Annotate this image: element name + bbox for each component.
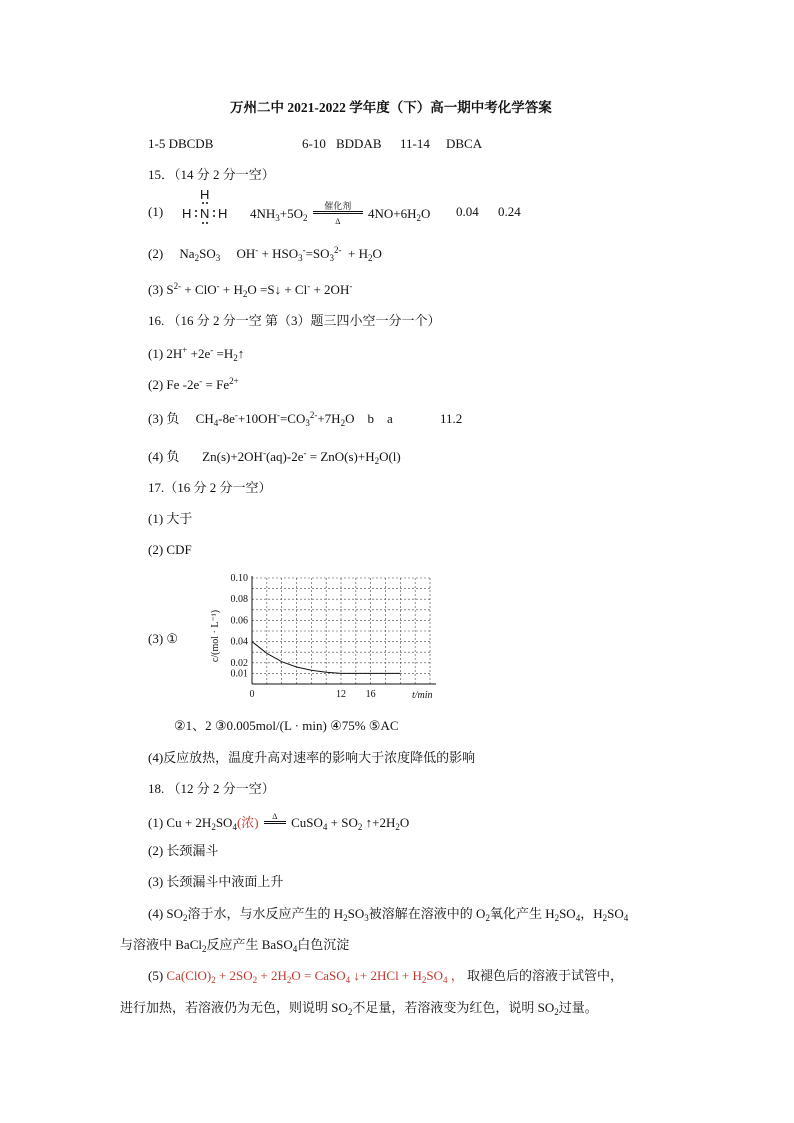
q17-part4: (4)反应放热，温度升高对速率的影响大于浓度降低的影响: [148, 750, 476, 765]
q16-part3: (3) 负 $CH_4-8e^-+10OH^-=CO_3^{2-}+7H_2O$ b a: [148, 410, 393, 428]
lewis-h-right: H: [218, 206, 228, 221]
catalyst-condition-arrow: 催化剂 Δ: [311, 204, 365, 220]
y-tick-label: 0.01: [230, 668, 248, 680]
q18-part5-line1: (5) $Ca(ClO)_2 + 2SO_2 + 2H_2O$ = CaSO$_4$ ↓+ $2HCl + H_2SO_4$ ， 取褪色后的溶液于试管中，: [148, 968, 624, 985]
q17-part3-label: (3) ①: [148, 631, 179, 646]
lewis-h-top: H: [200, 187, 210, 202]
q15-part3: (3) $S^{2-} + ClO^- + H_2O$ =S↓ + Cl- + 2OH-: [148, 281, 353, 299]
concentration-time-chart: [200, 570, 450, 705]
q17-part3-rest: ②1、2 ③0.005mol/(L · min) ④75% ⑤AC: [174, 718, 399, 733]
page-title: 万州二中 2021-2022 学年度（下）高一期中考化学答案: [230, 100, 552, 115]
chart-grid: [252, 578, 430, 684]
chart-ticks: [231, 573, 401, 700]
q15-part1-label: (1): [148, 204, 164, 219]
ammonia-lewis-structure: [180, 188, 230, 224]
q18-part2: (2) 长颈漏斗: [148, 843, 219, 858]
chart-x-label: t/min: [412, 690, 433, 701]
q18-part4-line1: (4) $SO_2$溶于水，与水反应产生的 $H_2SO_3$被溶解在溶液中的 $O_2$氧化产生 $H_2SO_4$，$H_2SO_4$: [148, 906, 629, 923]
q15-header: 15．（14 分 2 分一空）: [148, 167, 275, 182]
q16-header: 16. （16 分 2 分一空 第（3）题三四小空一分一个）: [148, 313, 441, 328]
q17-part1: (1) 大于: [148, 511, 193, 526]
q18-part1: (1) $Cu + 2H_2SO_4$(浓) Δ CuSO$_4$ + $SO_2$ $↑+2H_2O$: [148, 812, 410, 832]
q17-header: 17.（16 分 2 分一空）: [148, 480, 272, 495]
y-tick-label: 0.08: [230, 594, 248, 606]
q16-part3-volume: 11.2: [440, 411, 463, 426]
q18-part5-line2: 进行加热，若溶液仍为无色，则说明 $SO_2$不足量，若溶液变为红色，说明 $SO_2$过量。: [120, 1000, 598, 1017]
q15-part2: (2) $Na_2SO_3$ $OH^- + HSO_3^-=SO_3^{2-} + H_2O$: [148, 245, 382, 263]
q17-part2: (2) CDF: [148, 542, 192, 557]
q15-part1-value1: 0.04: [456, 204, 479, 219]
x-tick-label: 16: [365, 689, 376, 700]
lewis-n: N: [200, 206, 210, 221]
y-tick-label: 0.04: [230, 636, 248, 648]
x-tick-label: 0: [249, 689, 255, 700]
chart-y-label: c/(mol · L⁻¹): [210, 609, 221, 663]
q15-part1-value2: 0.24: [498, 204, 521, 219]
y-tick-label: 0.02: [230, 657, 248, 669]
q18-part4-line2: 与溶液中 BaCl$_2$反应产生 BaSO$_4$白色沉淀: [120, 937, 350, 954]
heat-condition-arrow: Δ: [262, 813, 288, 829]
chart-axes: [252, 576, 436, 684]
x-tick-label: 12: [336, 689, 346, 700]
q16-part4: (4) 负 $Zn(s)+2OH^-(aq)-2e^- = ZnO(s)+H_2O(l)$: [148, 448, 401, 466]
q16-part1: (1) $2H^+ +2e^- =H_2↑$: [148, 345, 245, 363]
q18-header: 18. （12 分 2 分一空）: [148, 781, 275, 796]
q16-part2: (2) Fe $-2e^- = Fe^{2+}$: [148, 376, 239, 392]
q18-part3: (3) 长颈漏斗中液面上升: [148, 874, 284, 889]
mc-label-11-14: 11-14: [400, 136, 430, 151]
q15-part1-equation: $4NH_3+5O_2$ 催化剂 Δ $4NO+6H_2O$: [250, 201, 431, 226]
y-tick-label: 0.10: [230, 573, 248, 584]
y-tick-label: 0.06: [230, 615, 248, 627]
mc-answers-1-5: 1-5 DBCDB: [148, 136, 214, 151]
mc-answers-6-10: BDDAB: [336, 136, 382, 151]
mc-answers-11-14: DBCA: [446, 136, 483, 151]
mc-label-6-10: 6-10: [302, 136, 326, 151]
lewis-h-left: H: [182, 206, 192, 221]
